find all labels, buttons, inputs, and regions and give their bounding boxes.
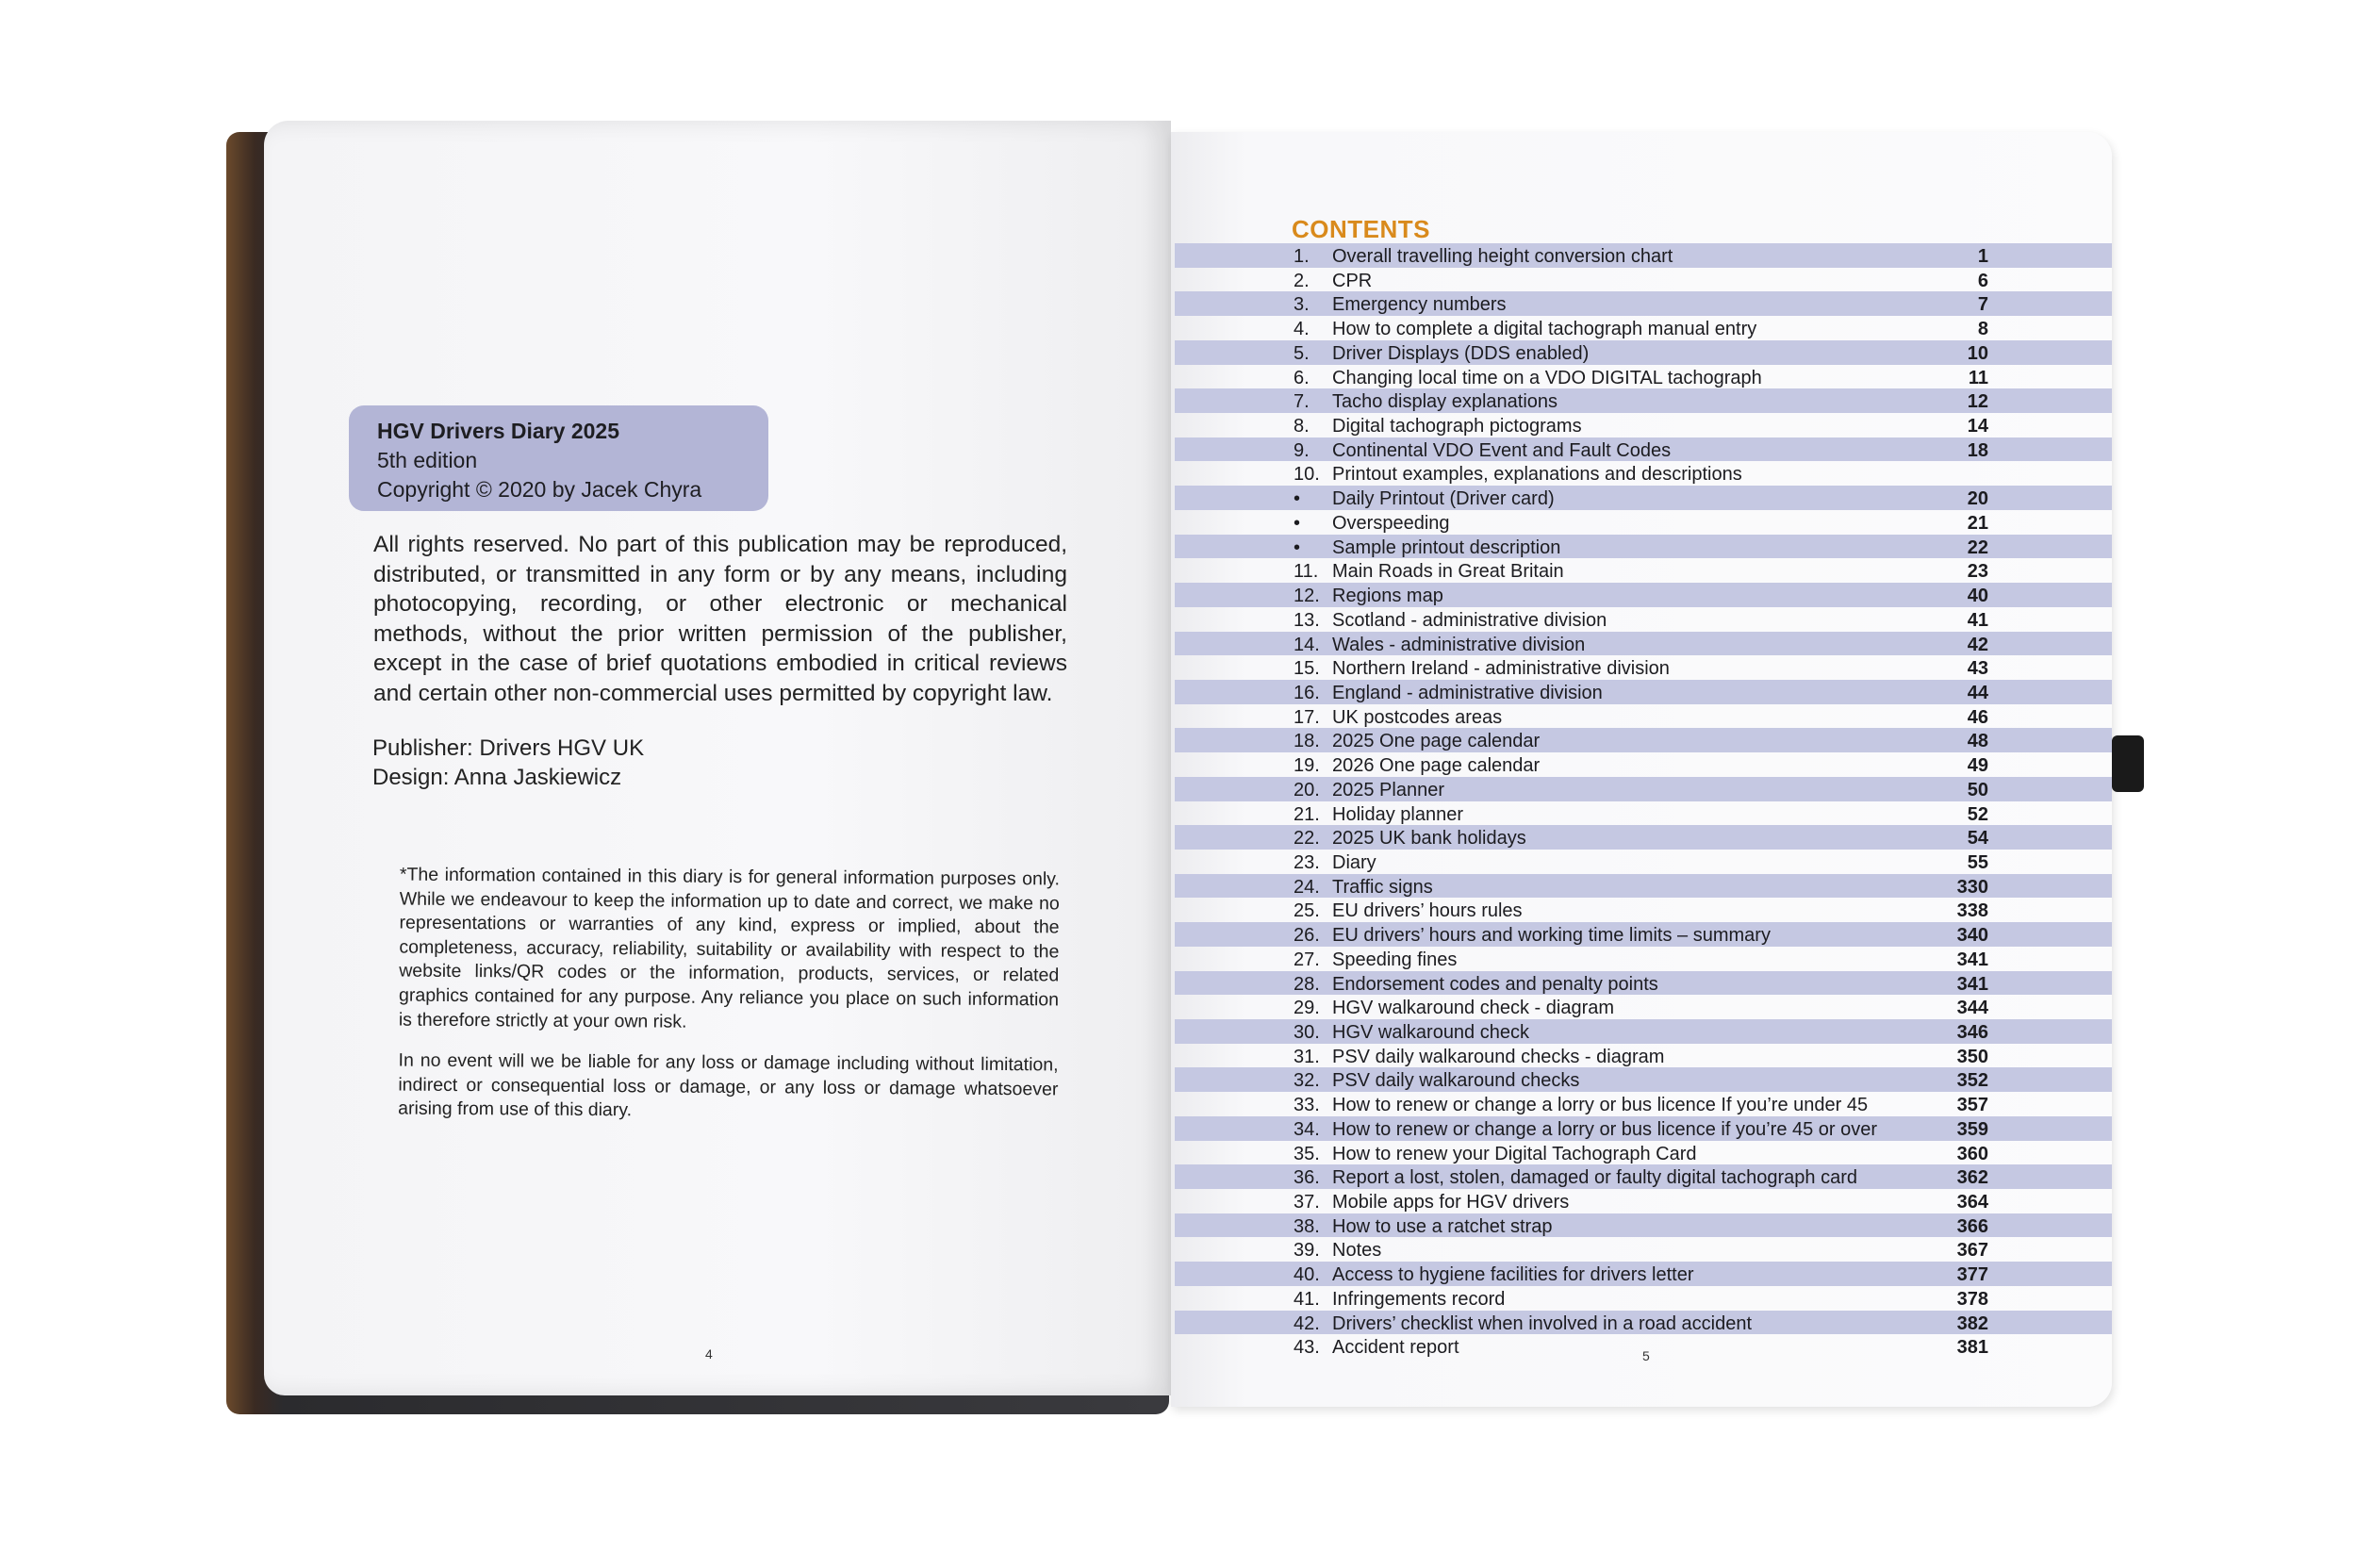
entry-title: Wales - administrative division — [1332, 634, 1586, 655]
entry-number: 34. — [1294, 1118, 1320, 1140]
entry-title: 2025 Planner — [1332, 779, 1444, 801]
entry-number: 33. — [1294, 1095, 1320, 1116]
entry-title: Overspeeding — [1332, 512, 1450, 534]
entry-number: 19. — [1294, 755, 1320, 777]
entry-page: 357 — [1956, 1095, 1988, 1116]
disclaimer — [398, 864, 1060, 1144]
entry-title: Driver Displays (DDS enabled) — [1332, 342, 1590, 364]
entry-number: 20. — [1294, 779, 1320, 801]
entry-page: 346 — [1956, 1022, 1988, 1043]
contents-entry — [1175, 1116, 2112, 1141]
entry-number: 36. — [1294, 1167, 1320, 1189]
entry-title: CPR — [1332, 270, 1373, 291]
entry-page: 22 — [1967, 536, 1988, 558]
entry-page: 362 — [1956, 1167, 1988, 1189]
entry-page: 350 — [1956, 1046, 1988, 1067]
contents-entry — [1175, 316, 2112, 340]
entry-number: • — [1294, 488, 1301, 510]
entry-title: Changing local time on a VDO DIGITAL tachograph — [1332, 367, 1762, 388]
contents-entry — [1175, 728, 2112, 752]
contents-entry — [1175, 1164, 2112, 1189]
entry-number: 23. — [1294, 851, 1320, 873]
entry-title: Speeding fines — [1332, 949, 1458, 970]
contents-entry — [1175, 365, 2112, 389]
entry-page: 18 — [1967, 439, 1988, 461]
entry-title: Scotland - administrative division — [1332, 609, 1607, 631]
contents-entry — [1175, 1286, 2112, 1311]
entry-title: HGV walkaround check — [1332, 1022, 1529, 1043]
entry-number: 40. — [1294, 1264, 1320, 1286]
book-title: HGV Drivers Diary 2025 — [377, 419, 619, 443]
entry-page: 340 — [1956, 925, 1988, 947]
contents-entry — [1175, 971, 2112, 996]
entry-title: Diary — [1332, 851, 1376, 873]
rights-notice: All rights reserved. No part of this publication may be reproduced, distributed, or transmitted in any form or by any means, including photocopying, recording, or other electronic or mechanical methods, without the prior written permission of the publisher, except in the case of brief quotations embodied in critical reviews and certain other non-commercial uses permitted by copyright law. — [373, 532, 1067, 706]
entry-number: 29. — [1294, 998, 1320, 1019]
entry-number: 31. — [1294, 1046, 1320, 1067]
contents-entry — [1175, 1237, 2112, 1262]
entry-page: 364 — [1956, 1192, 1988, 1213]
entry-title: 2025 One page calendar — [1332, 731, 1541, 752]
contents-entry — [1175, 1189, 2112, 1213]
entry-number: 6. — [1294, 367, 1310, 388]
entry-page: 21 — [1967, 512, 1988, 534]
right-page-number: 5 — [1642, 1348, 1650, 1363]
disclaimer-paragraph-2: In no event will we be liable for any loss or damage including without limitation, indirect or consequential loss or damage, or any loss or damage whatsoever arising from use of this diary. — [398, 1049, 1059, 1121]
entry-number: 17. — [1294, 706, 1320, 728]
entry-title: Digital tachograph pictograms — [1332, 416, 1582, 437]
contents-entry — [1175, 1311, 2112, 1335]
entry-page: 7 — [1977, 294, 1988, 316]
copyright: Copyright © 2020 by Jacek Chyra — [377, 477, 702, 502]
contents-entry — [1175, 632, 2112, 656]
contents-entry — [1175, 1044, 2112, 1068]
contents-entry — [1175, 558, 2112, 583]
entry-title: Traffic signs — [1332, 876, 1433, 898]
entry-title: PSV daily walkaround checks — [1332, 1070, 1580, 1092]
entry-number: 7. — [1294, 391, 1310, 413]
entry-number: 12. — [1294, 586, 1320, 607]
entry-page: 10 — [1967, 342, 1988, 364]
entry-page: 41 — [1967, 609, 1988, 631]
entry-page: 359 — [1956, 1118, 1988, 1140]
entry-page: 330 — [1956, 876, 1988, 898]
entry-title: How to use a ratchet strap — [1332, 1215, 1553, 1237]
entry-page: 40 — [1967, 586, 1988, 607]
entry-page: 46 — [1967, 706, 1988, 728]
entry-page: 50 — [1967, 779, 1988, 801]
contents-entry — [1175, 1019, 2112, 1044]
entry-title: How to renew your Digital Tachograph Card — [1332, 1143, 1697, 1164]
entry-page: 6 — [1977, 270, 1988, 291]
contents-entry — [1175, 704, 2112, 729]
contents-list — [1175, 243, 2112, 1359]
entry-number: 18. — [1294, 731, 1320, 752]
contents-entry — [1175, 291, 2112, 316]
contents-entry — [1175, 995, 2112, 1019]
contents-entry — [1175, 607, 2112, 632]
entry-page: 55 — [1967, 851, 1988, 873]
contents-entry — [1175, 583, 2112, 607]
contents-entry — [1175, 268, 2112, 292]
entry-number: 38. — [1294, 1215, 1320, 1237]
contents-entry — [1175, 413, 2112, 437]
entry-number: 28. — [1294, 973, 1320, 995]
entry-title: Access to hygiene facilities for drivers letter — [1332, 1264, 1694, 1286]
entry-title: Drivers’ checklist when involved in a road accident — [1332, 1312, 1753, 1334]
entry-number: 43. — [1294, 1337, 1320, 1359]
entry-number: • — [1294, 512, 1301, 534]
entry-number: 4. — [1294, 319, 1310, 340]
entry-title: Notes — [1332, 1240, 1382, 1262]
entry-number: 21. — [1294, 803, 1320, 825]
entry-title: Tacho display explanations — [1332, 391, 1558, 413]
designer: Design: Anna Jaskiewicz — [372, 765, 622, 790]
entry-number: 26. — [1294, 925, 1320, 947]
entry-page: 14 — [1967, 416, 1988, 437]
entry-page: 352 — [1956, 1070, 1988, 1092]
left-page-number: 4 — [705, 1346, 713, 1362]
entry-page: 20 — [1967, 488, 1988, 510]
entry-title: How to renew or change a lorry or bus licence If you’re under 45 — [1332, 1095, 1869, 1116]
entry-page: 12 — [1967, 391, 1988, 413]
entry-number: 35. — [1294, 1143, 1320, 1164]
contents-entry — [1175, 437, 2112, 462]
entry-page: 382 — [1956, 1312, 1988, 1334]
entry-number: 3. — [1294, 294, 1310, 316]
entry-number: 37. — [1294, 1192, 1320, 1213]
contents-entry — [1175, 680, 2112, 704]
entry-page: 42 — [1967, 634, 1988, 655]
entry-number: 10. — [1294, 464, 1320, 486]
contents-entry — [1175, 461, 2112, 486]
edition: 5th edition — [377, 448, 478, 472]
entry-number: 15. — [1294, 658, 1320, 680]
entry-page: 11 — [1968, 367, 1988, 388]
entry-number: 39. — [1294, 1240, 1320, 1262]
publisher: Publisher: Drivers HGV UK — [372, 735, 645, 761]
entry-page: 43 — [1967, 658, 1988, 680]
entry-number: 22. — [1294, 828, 1320, 850]
entry-page: 48 — [1967, 731, 1988, 752]
contents-entry — [1175, 1213, 2112, 1238]
entry-number: 42. — [1294, 1312, 1320, 1334]
entry-title: Mobile apps for HGV drivers — [1332, 1192, 1570, 1213]
entry-title: Holiday planner — [1332, 803, 1463, 825]
credits — [372, 734, 644, 792]
contents-entry — [1175, 1141, 2112, 1165]
contents-entry — [1175, 752, 2112, 777]
entry-page: 1 — [1977, 246, 1988, 267]
entry-number: 11. — [1294, 561, 1319, 583]
contents-entry — [1175, 898, 2112, 922]
contents-entry — [1175, 777, 2112, 801]
entry-title: PSV daily walkaround checks - diagram — [1332, 1046, 1665, 1067]
contents-entry — [1175, 340, 2112, 365]
entry-number: 16. — [1294, 682, 1320, 703]
entry-title: Continental VDO Event and Fault Codes — [1332, 439, 1672, 461]
entry-title: Main Roads in Great Britain — [1332, 561, 1564, 583]
edition-info-box — [349, 405, 768, 511]
entry-page: 367 — [1956, 1240, 1988, 1262]
entry-page: 49 — [1967, 755, 1988, 777]
entry-title: Report a lost, stolen, damaged or faulty digital tachograph card — [1332, 1167, 1857, 1189]
entry-page: 44 — [1967, 682, 1988, 703]
contents-entry — [1175, 655, 2112, 680]
entry-title: Northern Ireland - administrative division — [1332, 658, 1670, 680]
contents-entry — [1175, 801, 2112, 826]
entry-page: 8 — [1977, 319, 1988, 340]
entry-title: Infringements record — [1332, 1288, 1506, 1310]
entry-number: 9. — [1294, 439, 1310, 461]
entry-number: 5. — [1294, 342, 1310, 364]
contents-title: CONTENTS — [1292, 215, 1430, 243]
entry-title: Regions map — [1332, 586, 1443, 607]
entry-title: How to complete a digital tachograph manual entry — [1332, 319, 1757, 340]
entry-number: 27. — [1294, 949, 1320, 970]
contents-entry — [1175, 535, 2112, 559]
entry-title: Printout examples, explanations and descriptions — [1332, 464, 1742, 486]
entry-page: 52 — [1967, 803, 1988, 825]
contents-entry — [1175, 486, 2112, 510]
contents-entry — [1175, 850, 2112, 874]
entry-number: 2. — [1294, 270, 1310, 291]
entry-page: 341 — [1956, 973, 1988, 995]
contents-entry — [1175, 388, 2112, 413]
entry-page: 381 — [1956, 1337, 1988, 1359]
entry-number: • — [1294, 536, 1301, 558]
contents-entry — [1175, 243, 2112, 268]
entry-page: 378 — [1956, 1288, 1988, 1310]
pen-loop — [2112, 735, 2144, 792]
entry-title: EU drivers’ hours and working time limits – summary — [1332, 925, 1771, 947]
contents-entry — [1175, 947, 2112, 971]
contents-entry — [1175, 922, 2112, 947]
entry-title: EU drivers’ hours rules — [1332, 900, 1523, 922]
entry-title: Overall travelling height conversion chart — [1332, 246, 1673, 267]
entry-number: 30. — [1294, 1022, 1320, 1043]
entry-page: 377 — [1956, 1264, 1988, 1286]
entry-title: How to renew or change a lorry or bus licence if you’re 45 or over — [1332, 1118, 1878, 1140]
entry-number: 14. — [1294, 634, 1320, 655]
disclaimer-paragraph-1: *The information contained in this diary is for general information purposes only. While we endeavour to keep the information up to date and correct, we make no representations or warranties of any kind, express or implied, about the completeness, accuracy, reliability, suitability or availability with respect to the website links/QR codes or the information, products, services, or related graphics contained for any purpose. Any reliance you place on such information is therefore strictly at your own risk. — [398, 864, 1061, 1032]
contents-entry — [1175, 510, 2112, 535]
entry-title: Emergency numbers — [1332, 294, 1507, 316]
entry-page: 344 — [1956, 998, 1988, 1019]
entry-number: 13. — [1294, 609, 1320, 631]
entry-number: 8. — [1294, 416, 1310, 437]
entry-title: Daily Printout (Driver card) — [1332, 488, 1555, 510]
entry-page: 366 — [1956, 1215, 1988, 1237]
contents-entry — [1175, 874, 2112, 899]
contents-entry — [1175, 1262, 2112, 1286]
contents-entry — [1175, 825, 2112, 850]
entry-page: 23 — [1967, 561, 1988, 583]
entry-page: 338 — [1956, 900, 1988, 922]
entry-title: Sample printout description — [1332, 536, 1561, 558]
entry-number: 41. — [1294, 1288, 1320, 1310]
entry-number: 1. — [1294, 246, 1310, 267]
entry-title: Endorsement codes and penalty points — [1332, 973, 1658, 995]
entry-page: 360 — [1956, 1143, 1988, 1164]
entry-title: 2026 One page calendar — [1332, 755, 1541, 777]
entry-number: 25. — [1294, 900, 1320, 922]
entry-title: Accident report — [1332, 1337, 1459, 1359]
entry-title: HGV walkaround check - diagram — [1332, 998, 1615, 1019]
entry-number: 32. — [1294, 1070, 1320, 1092]
contents-entry — [1175, 1092, 2112, 1116]
entry-title: England - administrative division — [1332, 682, 1603, 703]
entry-page: 54 — [1967, 828, 1988, 850]
contents-entry — [1175, 1067, 2112, 1092]
entry-page: 341 — [1956, 949, 1988, 970]
entry-number: 24. — [1294, 876, 1320, 898]
entry-title: 2025 UK bank holidays — [1332, 828, 1526, 850]
entry-title: UK postcodes areas — [1332, 706, 1503, 728]
